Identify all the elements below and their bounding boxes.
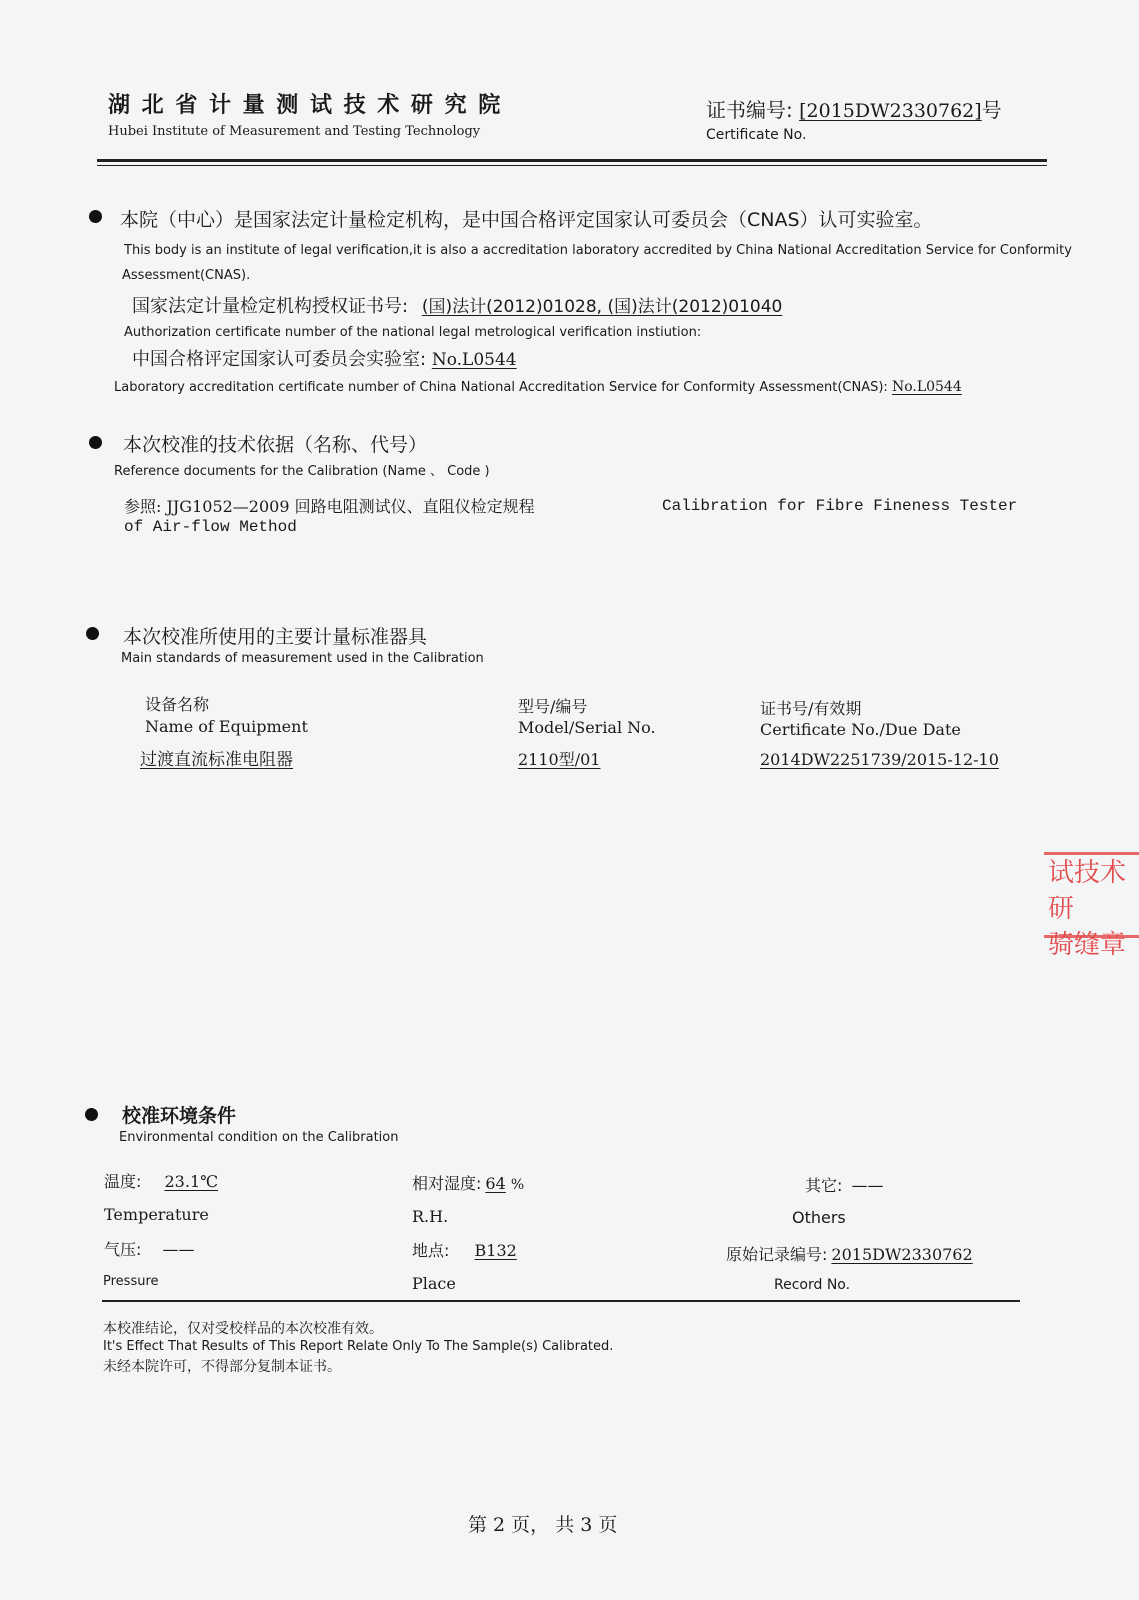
header-rule-thin	[97, 165, 1047, 166]
record-label: 原始记录编号:	[726, 1245, 828, 1264]
pressure-field	[104, 1237, 195, 1260]
authorization-line	[132, 292, 782, 318]
certificate-number-value: [2015DW2330762]	[799, 100, 982, 122]
others-field	[805, 1173, 884, 1196]
bullet-icon	[89, 210, 102, 223]
column-header-cn: 型号/编号	[518, 697, 588, 716]
authorization-label-en: Authorization certificate number of the national legal metrological verification instiution:	[124, 325, 702, 340]
place-label: 地点:	[412, 1241, 450, 1260]
validity-note-cn: 本校准结论，仅对受校样品的本次校准有效。	[103, 1321, 383, 1337]
humidity-unit: %	[510, 1177, 525, 1193]
certificate-label-cn: 证书编号:	[706, 98, 793, 122]
pressure-label: 气压:	[104, 1240, 142, 1259]
column-header-en: Name of Equipment	[145, 717, 308, 736]
section2-title: 本次校准的技术依据（名称、代号）	[123, 434, 428, 456]
authorization-label: 国家法定计量检定机构授权证书号:	[132, 296, 409, 317]
bullet-icon	[85, 1108, 98, 1121]
column-header-en: Certificate No./Due Date	[760, 720, 961, 739]
others-label: 其它:	[805, 1176, 843, 1195]
pressure-value: ——	[162, 1240, 195, 1259]
environment-rule	[102, 1300, 1020, 1302]
certificate-label-en: Certificate No.	[706, 127, 807, 143]
reference-line2: of Air-flow Method	[124, 518, 297, 536]
authorization-value: (国)法计(2012)01028, (国)法计(2012)01040	[421, 297, 783, 317]
section1-desc-line2: Assessment(CNAS).	[122, 268, 251, 283]
temperature-field	[104, 1169, 218, 1192]
section2-title-en: Reference documents for the Calibration (Name 、 Code )	[114, 464, 490, 479]
section3-title-en: Main standards of measurement used in the Calibration	[121, 651, 484, 666]
lab-accreditation-label: 中国合格评定国家认可委员会实验室:	[132, 349, 427, 370]
bullet-icon	[89, 436, 102, 449]
place-label-en: Place	[412, 1274, 456, 1293]
temperature-label-en: Temperature	[104, 1205, 209, 1224]
bullet-icon	[86, 627, 99, 640]
seam-stamp	[1044, 852, 1139, 960]
section3-title: 本次校准所使用的主要计量标准器具	[123, 626, 428, 648]
reference-line1-en: Calibration for Fibre Fineness Tester	[662, 497, 1018, 515]
page-number: 第 2 页， 共 3 页	[468, 1514, 618, 1536]
institute-name-en: Hubei Institute of Measurement and Testing Technology	[108, 124, 481, 139]
lab-accreditation-value: No.L0544	[431, 350, 517, 370]
section4-title-en: Environmental condition on the Calibration	[119, 1130, 399, 1145]
header-rule-thick	[97, 159, 1047, 162]
institute-name-cn: 湖 北 省 计 量 测 试 技 术 研 究 院	[108, 93, 503, 118]
copy-restriction-note: 未经本院许可，不得部分复制本证书。	[103, 1359, 341, 1375]
humidity-value: 64	[485, 1174, 506, 1193]
lab-accreditation-value-en: No.L0544	[891, 379, 962, 395]
equipment-certificate: 2014DW2251739/2015-12-10	[760, 750, 999, 769]
validity-note-en: It's Effect That Results of This Report Relate Only To The Sample(s) Calibrated.	[103, 1339, 614, 1354]
place-field	[412, 1238, 517, 1261]
column-header-en: Model/Serial No.	[518, 718, 656, 737]
section4-title: 校准环境条件	[122, 1105, 237, 1127]
stamp-line1: 试技术研	[1048, 858, 1127, 924]
section1-desc-line1: This body is an institute of legal verification,it is also a accreditation laboratory accredited by China National Accreditation Service for Conformity	[124, 243, 1072, 258]
humidity-label: 相对湿度:	[412, 1174, 482, 1193]
record-label-en: Record No.	[774, 1277, 851, 1293]
others-label-en: Others	[792, 1208, 846, 1227]
humidity-field	[412, 1171, 524, 1194]
lab-accreditation-label-en: Laboratory accreditation certificate number of China National Accreditation Service for Conformity Assessment(CNAS):	[114, 380, 888, 395]
lab-accreditation-en-line	[114, 379, 962, 395]
others-value: ——	[851, 1176, 884, 1195]
record-value: 2015DW2330762	[831, 1245, 973, 1264]
place-value: B132	[474, 1241, 517, 1260]
temperature-label: 温度:	[104, 1172, 142, 1191]
column-header-cn: 证书号/有效期	[760, 699, 862, 718]
certificate-suffix: 号	[981, 98, 1002, 122]
certificate-number	[706, 94, 1002, 123]
pressure-label-en: Pressure	[103, 1274, 159, 1289]
humidity-label-en: R.H.	[412, 1207, 449, 1226]
stamp-line2: 骑缝章	[1048, 930, 1127, 960]
lab-accreditation-line	[132, 345, 517, 371]
reference-line1-cn: 参照: JJG1052—2009 回路电阻测试仪、直阻仪检定规程	[124, 497, 535, 516]
section1-title: 本院（中心）是国家法定计量检定机构，是中国合格评定国家认可委员会（CNAS）认可实验室。	[120, 209, 933, 231]
equipment-name: 过渡直流标准电阻器	[140, 750, 293, 770]
record-field	[726, 1242, 973, 1265]
equipment-model: 2110型/01	[518, 750, 601, 769]
column-header-cn: 设备名称	[145, 695, 210, 714]
temperature-value: 23.1℃	[164, 1172, 219, 1191]
